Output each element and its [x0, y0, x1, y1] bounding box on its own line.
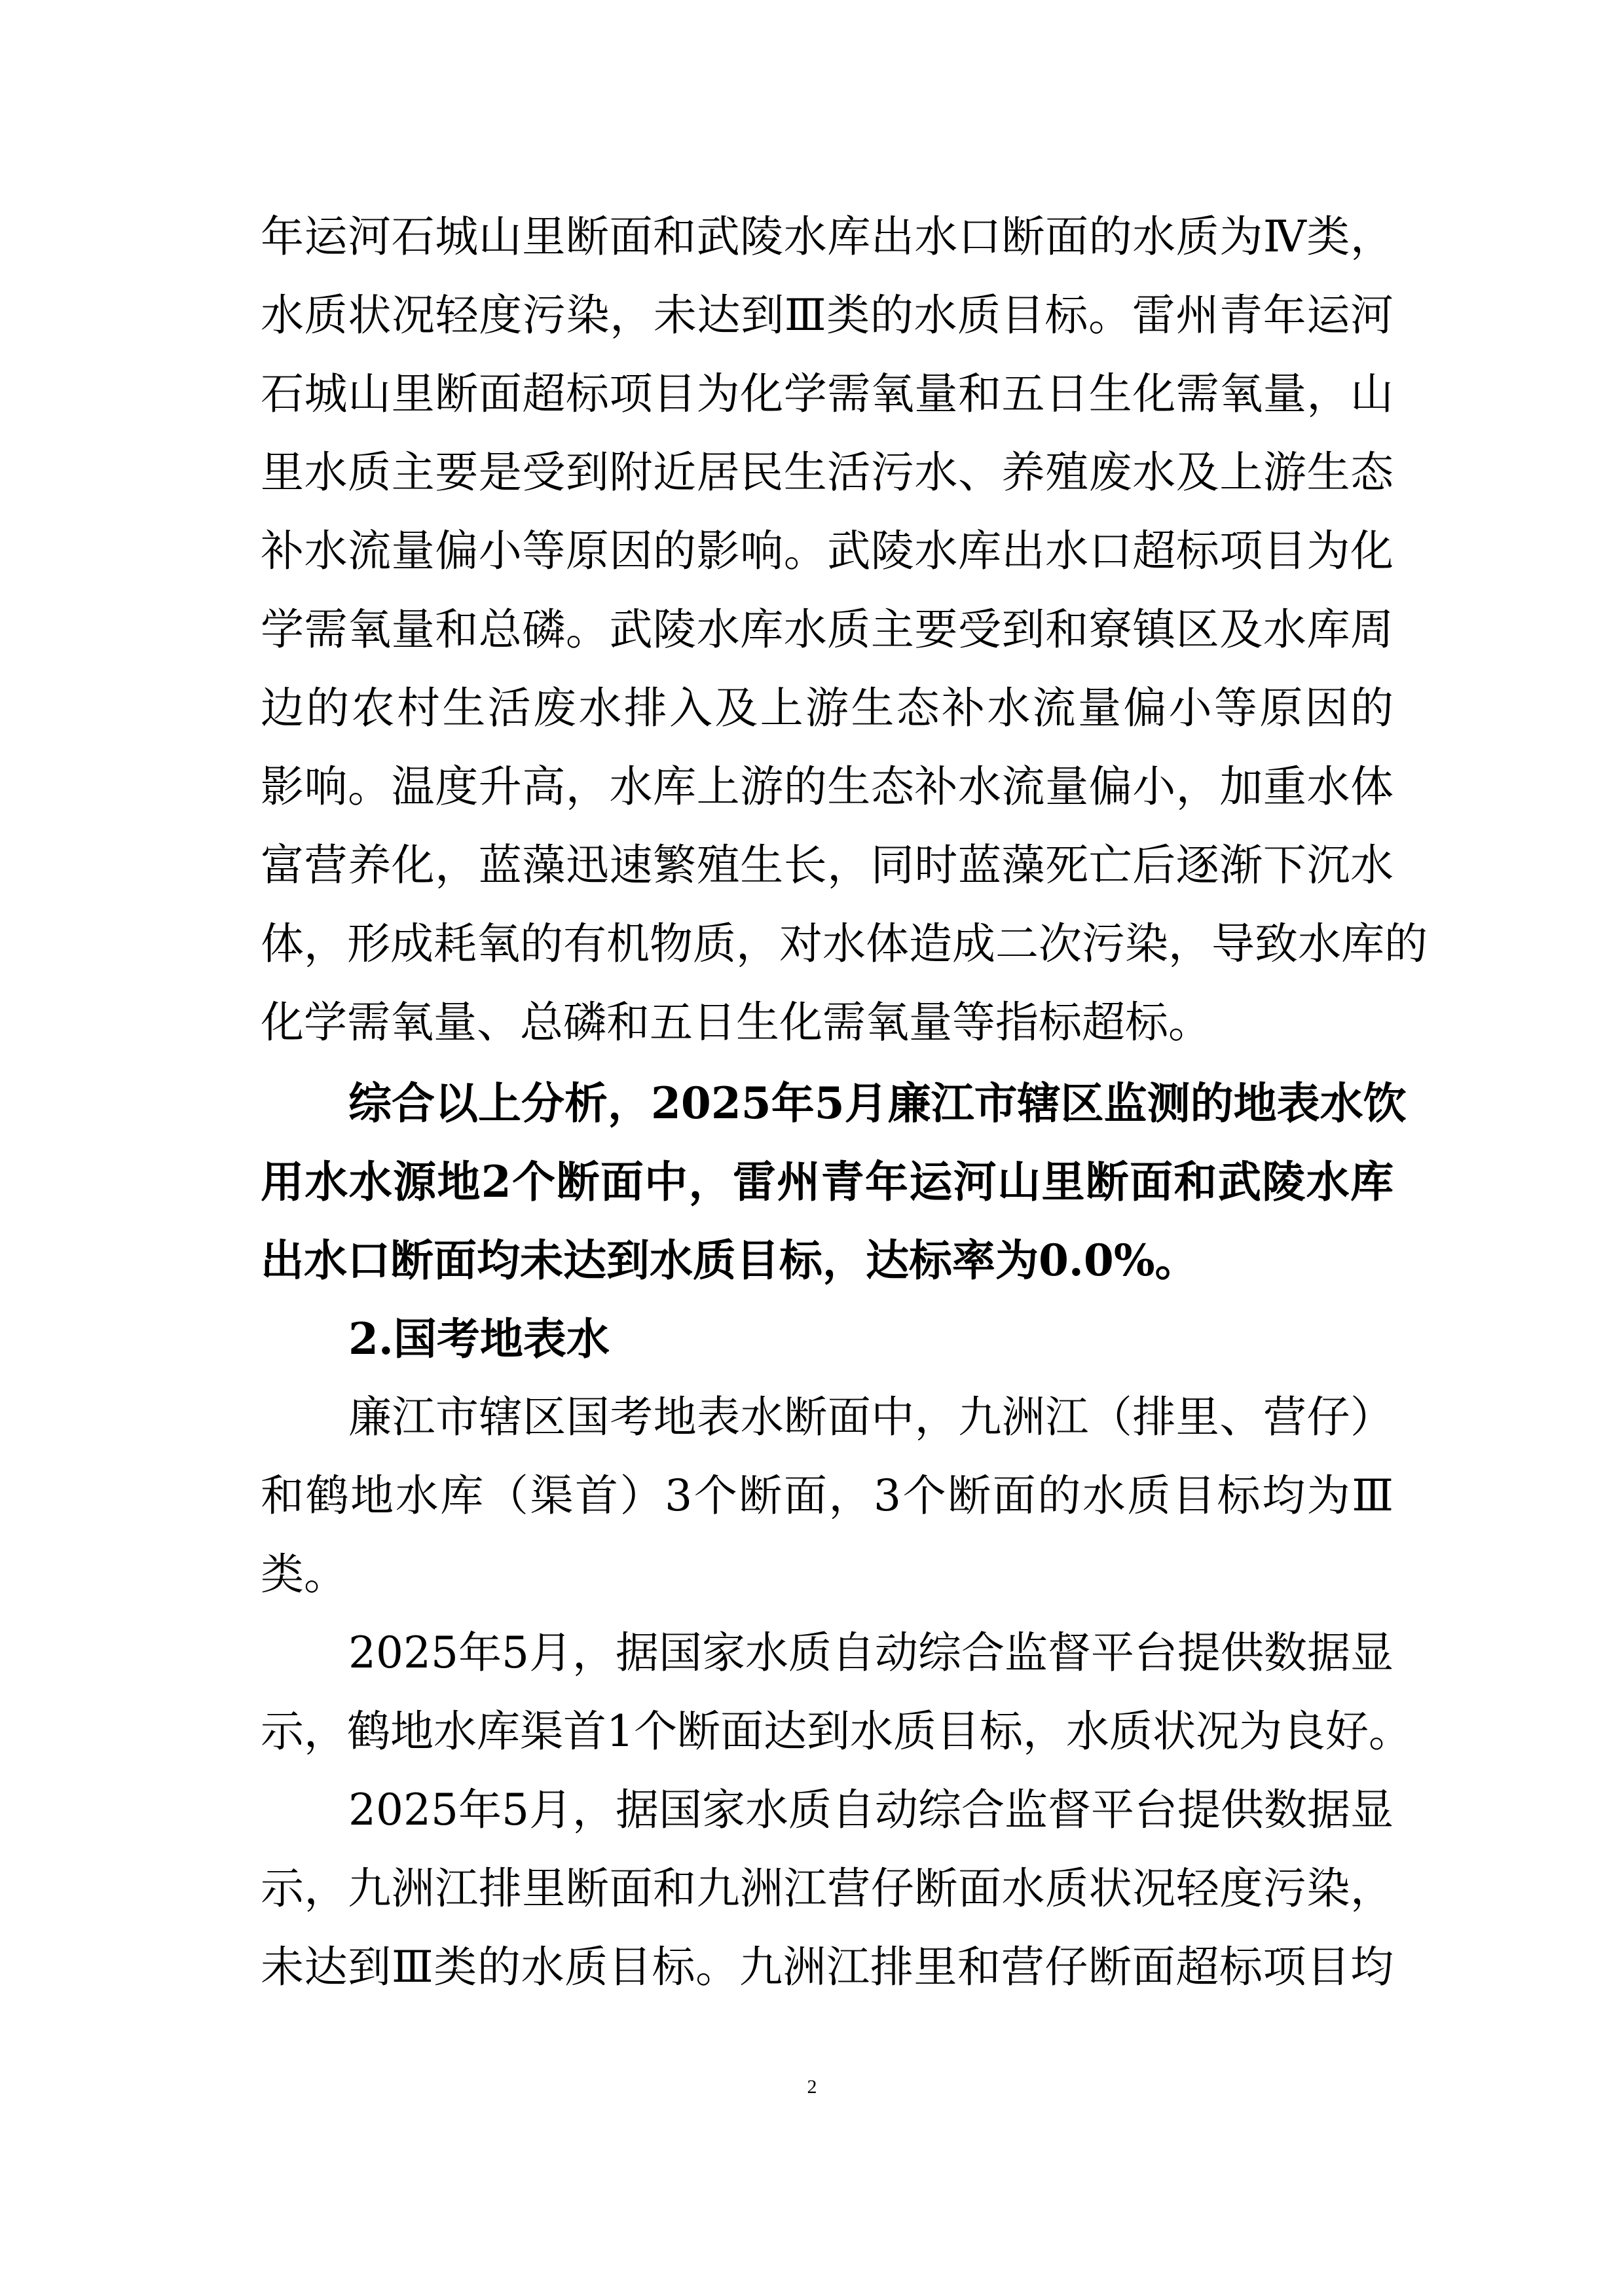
- text-line-9: 富营养化，蓝藻迅速繁殖生长，同时蓝藻死亡后逐渐下沉水: [261, 840, 1393, 890]
- text-line-7: 边的农村生活废水排入及上游生态补水流量偏小等原因的: [261, 683, 1393, 733]
- text-line-1: 年运河石城山里断面和武陵水库出水口断面的水质为Ⅳ类，: [261, 211, 1393, 262]
- text-line-16: 廉江市辖区国考地表水断面中，九洲江（排里、营仔）: [348, 1392, 1393, 1442]
- text-line-17: 和鹤地水库（渠首）3个断面，3个断面的水质目标均为Ⅲ: [261, 1470, 1393, 1521]
- text-line-2: 水质状况轻度污染，未达到Ⅲ类的水质目标。雷州青年运河: [261, 290, 1393, 340]
- text-line-3: 石城山里断面超标项目为化学需氧量和五日生化需氧量，山: [261, 369, 1393, 419]
- text-line-19: 2025年5月，据国家水质自动综合监督平台提供数据显: [348, 1628, 1393, 1678]
- summary-line-2: 用水水源地2个断面中，雷州青年运河山里断面和武陵水库: [261, 1156, 1393, 1207]
- text-line-8: 影响。温度升高，水库上游的生态补水流量偏小，加重水体: [261, 761, 1393, 812]
- text-line-21: 2025年5月，据国家水质自动综合监督平台提供数据显: [348, 1785, 1393, 1835]
- section-heading: 2.国考地表水: [348, 1313, 610, 1364]
- summary-line-3: 出水口断面均未达到水质目标，达标率为0.0%。: [261, 1235, 1198, 1286]
- text-line-6: 学需氧量和总磷。武陵水库水质主要受到和寮镇区及水库周: [261, 604, 1393, 655]
- text-line-5: 补水流量偏小等原因的影响。武陵水库出水口超标项目为化: [261, 526, 1393, 576]
- text-line-20: 示，鹤地水库渠首1个断面达到水质目标，水质状况为良好。: [261, 1706, 1412, 1757]
- text-line-11: 化学需氧量、总磷和五日生化需氧量等指标超标。: [261, 997, 1211, 1048]
- text-line-4: 里水质主要是受到附近居民生活污水、养殖废水及上游生态: [261, 447, 1393, 498]
- text-line-22: 示，九洲江排里断面和九洲江营仔断面水质状况轻度污染，: [261, 1863, 1393, 1914]
- text-line-10: 体，形成耗氧的有机物质，对水体造成二次污染，导致水库的: [261, 919, 1428, 969]
- text-line-18: 类。: [261, 1549, 347, 1599]
- text-line-23: 未达到Ⅲ类的水质目标。九洲江排里和营仔断面超标项目均: [261, 1942, 1393, 1992]
- page-number: 2: [807, 2076, 817, 2098]
- summary-line-1: 综合以上分析，2025年5月廉江市辖区监测的地表水饮: [348, 1078, 1407, 1129]
